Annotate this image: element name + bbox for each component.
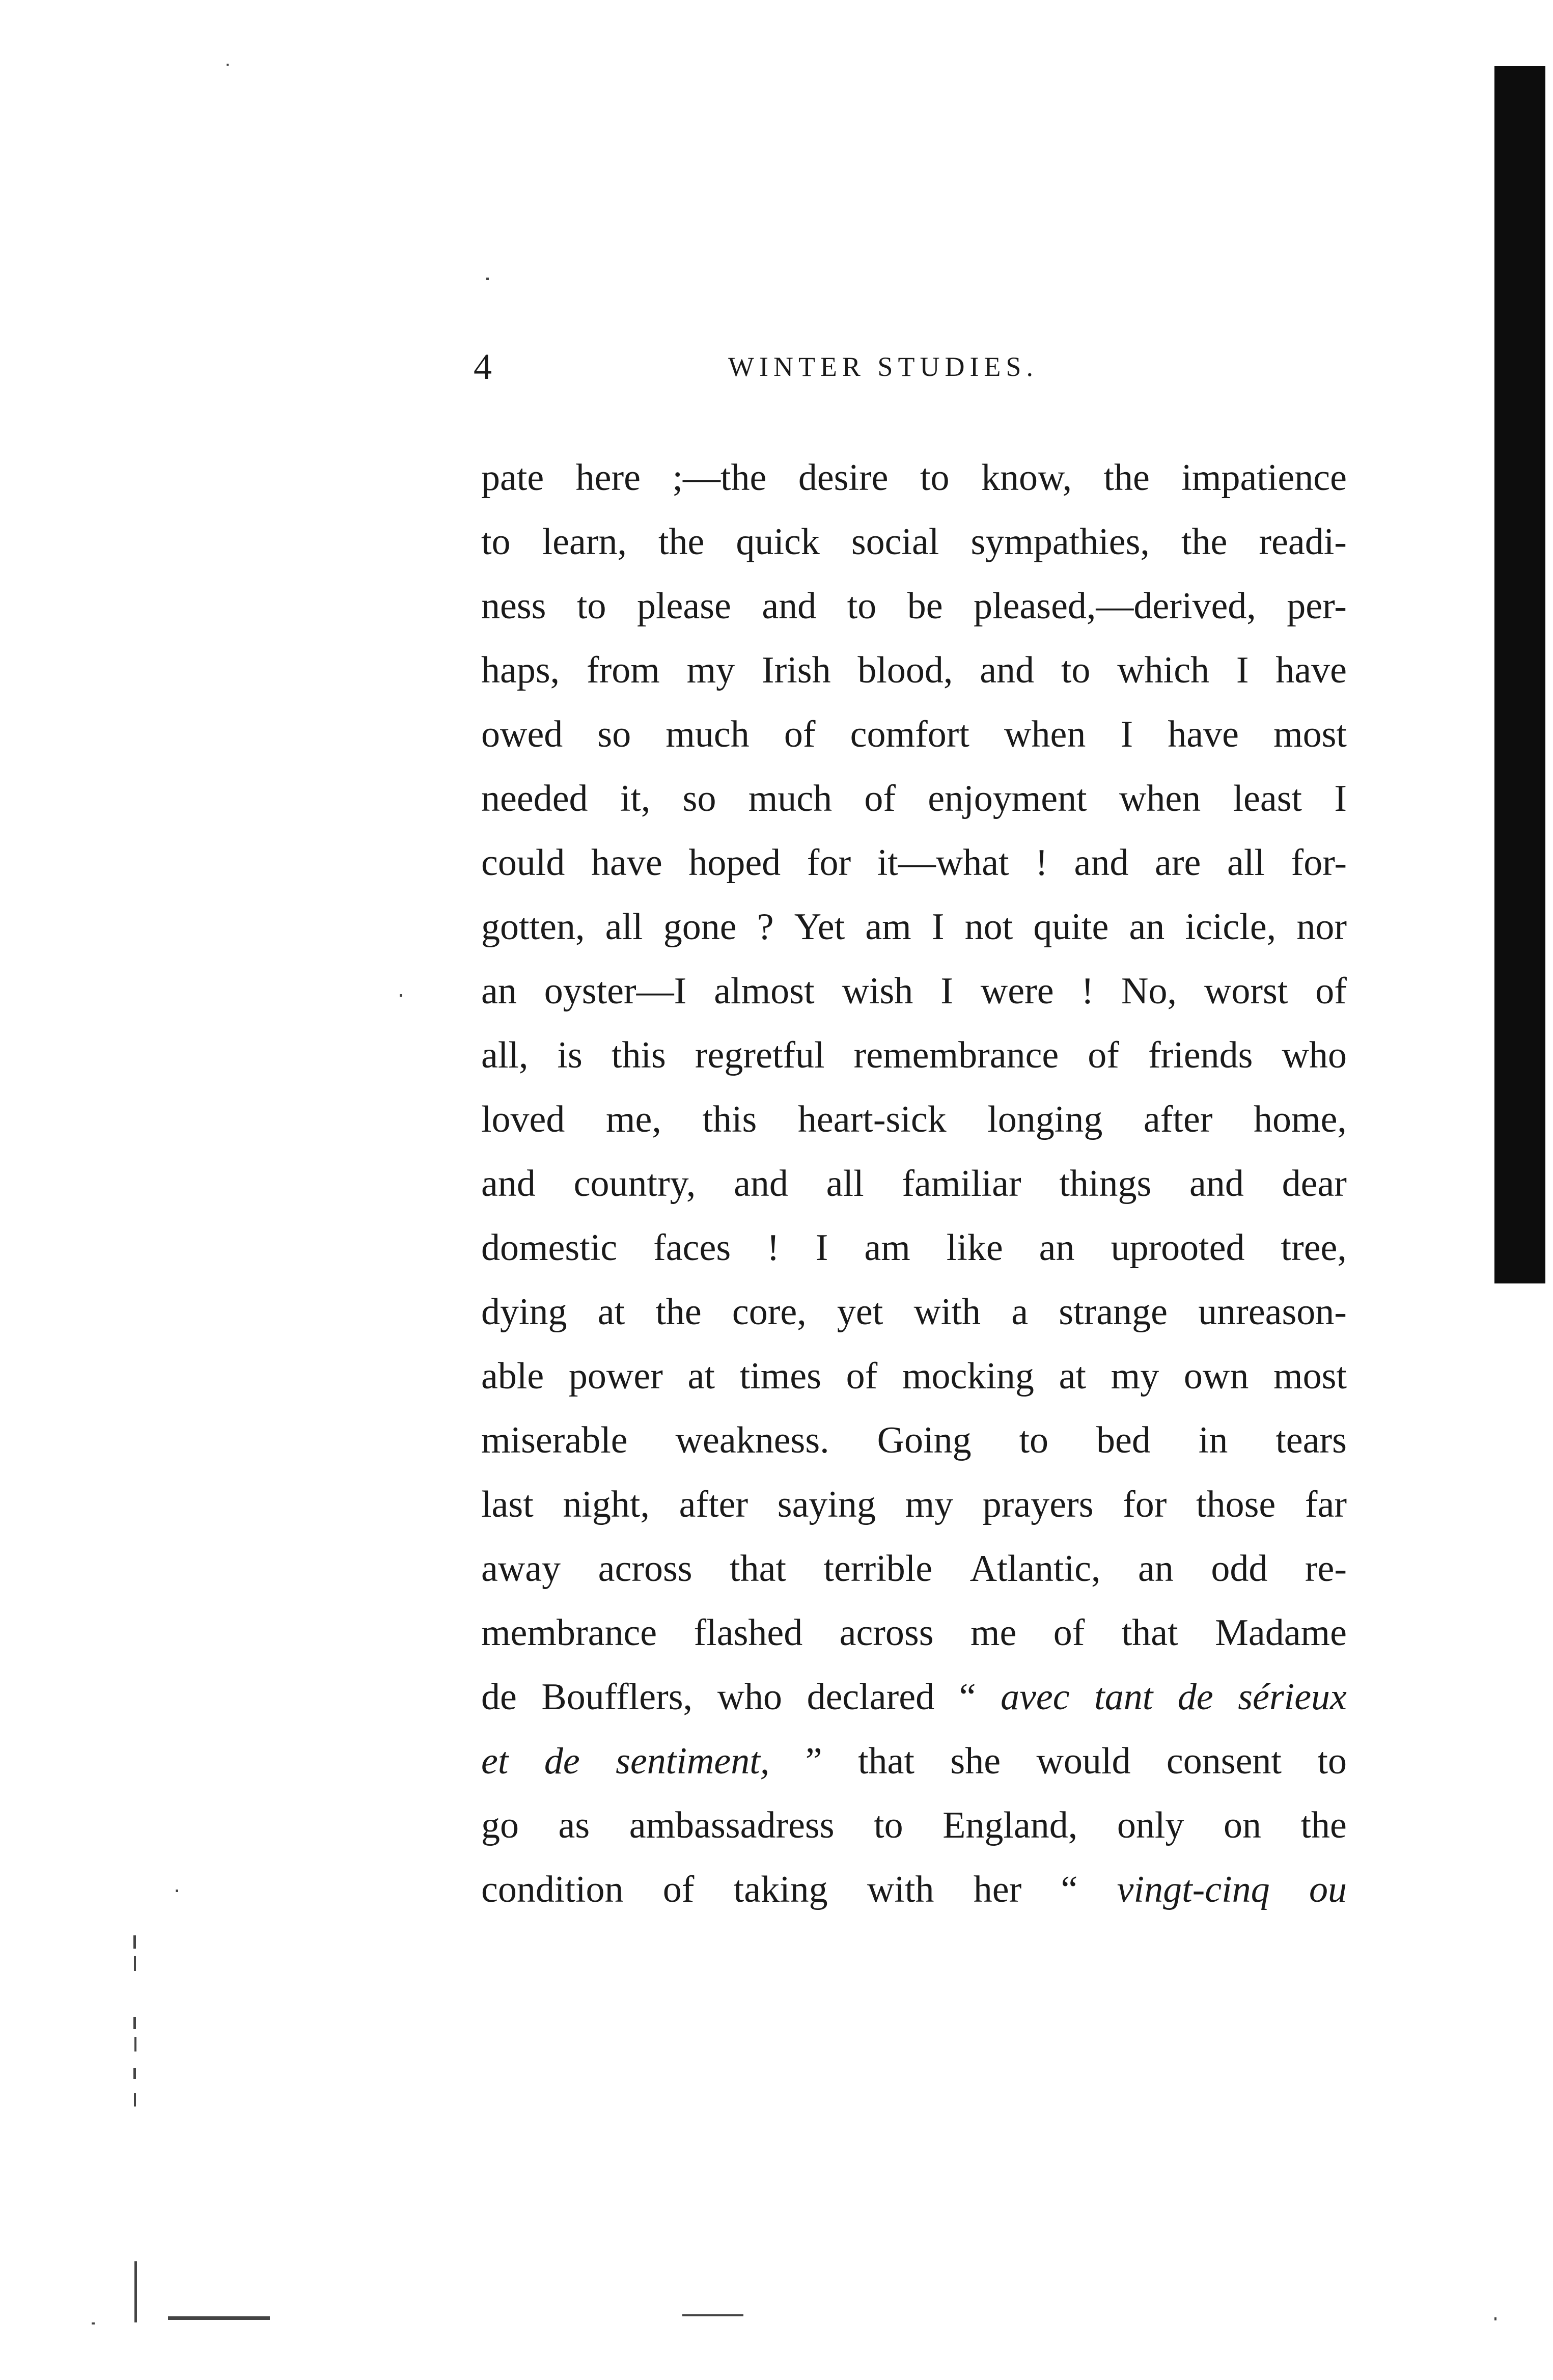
text-line (481, 702, 1347, 767)
text-line (481, 1537, 1347, 1601)
word: to (481, 521, 511, 563)
word: Going (877, 1419, 972, 1461)
word: me, (605, 1099, 661, 1140)
text-line (481, 1601, 1347, 1665)
word: least (1233, 778, 1302, 819)
word: my (686, 649, 735, 691)
word: dying (481, 1291, 567, 1333)
word: when (1119, 778, 1201, 819)
word: country, (573, 1163, 696, 1205)
word: ! (767, 1227, 780, 1269)
word: of (1315, 970, 1347, 1012)
word: flashed (694, 1612, 803, 1654)
word: icicle, (1185, 906, 1277, 948)
word: unreason- (1198, 1291, 1347, 1333)
word: and (481, 1163, 536, 1205)
word: like (946, 1227, 1003, 1269)
text-line (481, 895, 1347, 959)
text-line (481, 638, 1347, 702)
word: so (597, 714, 631, 755)
word: “ (959, 1676, 976, 1718)
word: would (1036, 1740, 1131, 1782)
speck (92, 2322, 95, 2324)
word: and (1074, 842, 1129, 884)
word: loved (481, 1099, 565, 1140)
word: times (739, 1355, 821, 1397)
word: condition (481, 1869, 624, 1910)
word: to (1317, 1740, 1347, 1782)
text-line (481, 1087, 1347, 1152)
word: re- (1305, 1548, 1347, 1590)
word: the (658, 521, 705, 563)
word: the (1181, 521, 1228, 563)
word: “ (1061, 1869, 1078, 1910)
text-line (481, 1665, 1347, 1729)
speck (134, 2093, 136, 2107)
word: only (1117, 1804, 1184, 1846)
word: familiar (902, 1163, 1021, 1205)
word: sentiment, (616, 1740, 770, 1782)
word: I (1236, 649, 1249, 691)
word: per- (1287, 585, 1347, 627)
word: power (568, 1355, 663, 1397)
word: de (481, 1676, 517, 1718)
word: impatience (1181, 457, 1347, 499)
word: bed (1096, 1419, 1151, 1461)
word: sympathies, (970, 521, 1150, 563)
word: dear (1282, 1163, 1347, 1205)
word: an (1138, 1548, 1174, 1590)
word: most (1273, 1355, 1347, 1397)
text-line (481, 1216, 1347, 1280)
word: all (1227, 842, 1265, 884)
word: weakness. (675, 1419, 829, 1461)
text-line (481, 767, 1347, 831)
word: taking (733, 1869, 828, 1910)
word: when (1004, 714, 1086, 755)
speck (133, 1935, 136, 1949)
word: who (717, 1676, 783, 1718)
text-line (481, 574, 1347, 638)
text-line (481, 446, 1347, 510)
word: to (1061, 649, 1091, 691)
word: have (591, 842, 662, 884)
word: my (905, 1484, 954, 1525)
word: I (1120, 714, 1133, 755)
speck (227, 64, 229, 66)
word: to (847, 585, 877, 627)
word: tree, (1281, 1227, 1347, 1269)
speck (133, 2017, 136, 2029)
word: and (762, 585, 817, 627)
word: regretful (695, 1034, 825, 1076)
page-header (474, 341, 1349, 392)
word: needed (481, 778, 588, 819)
word: know, (981, 457, 1072, 499)
word: an (481, 970, 517, 1012)
word: the (1300, 1804, 1347, 1846)
word: of (864, 778, 896, 819)
word: Yet (794, 906, 845, 948)
speck (400, 994, 402, 997)
word: at (1059, 1355, 1086, 1397)
word: this (611, 1034, 666, 1076)
word: core, (732, 1291, 807, 1333)
word: please (636, 585, 731, 627)
word: for- (1291, 842, 1347, 884)
word: odd (1211, 1548, 1268, 1590)
word: go (481, 1804, 519, 1846)
word: tant (1094, 1676, 1153, 1718)
word: at (597, 1291, 625, 1333)
word: could (481, 842, 565, 884)
word: I (1334, 778, 1347, 819)
speck (133, 2068, 136, 2079)
word: longing (987, 1099, 1103, 1140)
word: with (913, 1291, 981, 1333)
word: saying (777, 1484, 876, 1525)
text-line (481, 959, 1347, 1023)
word: of (662, 1869, 695, 1910)
word: with (867, 1869, 934, 1910)
word: home, (1254, 1099, 1347, 1140)
word: hoped (688, 842, 781, 884)
word: de (544, 1740, 580, 1782)
word: who (1282, 1034, 1347, 1076)
word: vingt-cinq (1117, 1869, 1270, 1910)
word: terrible (823, 1548, 933, 1590)
text-line (481, 1472, 1347, 1537)
word: membrance (481, 1612, 657, 1654)
speck (134, 1956, 136, 1971)
word: tears (1275, 1419, 1347, 1461)
running-head: WINTER STUDIES. (728, 351, 1038, 382)
word: me (970, 1612, 1017, 1654)
word: haps, (481, 649, 560, 691)
word: an (1129, 906, 1165, 948)
word: her (973, 1869, 1022, 1910)
word: Boufflers, (541, 1676, 693, 1718)
word: prayers (982, 1484, 1094, 1525)
word: the (655, 1291, 702, 1333)
text-line (481, 1857, 1347, 1922)
word: and (734, 1163, 788, 1205)
word: de (1177, 1676, 1213, 1718)
word: and (980, 649, 1035, 691)
word: friends (1148, 1034, 1253, 1076)
word: owed (481, 714, 563, 755)
word: blood, (857, 649, 953, 691)
page-number: 4 (474, 346, 492, 387)
word: social (851, 521, 939, 563)
word: of (846, 1355, 878, 1397)
word: Atlantic, (969, 1548, 1101, 1590)
word: not (964, 906, 1013, 948)
word: yet (837, 1291, 883, 1333)
word: night, (563, 1484, 650, 1525)
word: Irish (761, 649, 831, 691)
word: across (839, 1612, 934, 1654)
word: et (481, 1740, 509, 1782)
word: a (1011, 1291, 1029, 1333)
word: to (576, 585, 606, 627)
word: all (826, 1163, 864, 1205)
word: on (1223, 1804, 1261, 1846)
word: to (874, 1804, 903, 1846)
text-line (481, 1344, 1347, 1408)
word: and (1189, 1163, 1244, 1205)
word: No, (1121, 970, 1177, 1012)
word: mocking (902, 1355, 1034, 1397)
word: faces (653, 1227, 731, 1269)
speck (168, 2316, 270, 2320)
word: pate (481, 457, 544, 499)
word: that (730, 1548, 787, 1590)
word: she (950, 1740, 1001, 1782)
word: away (481, 1548, 561, 1590)
word: of (1088, 1034, 1119, 1076)
word: gotten, (481, 906, 585, 948)
word: all, (481, 1034, 529, 1076)
word: for (807, 842, 851, 884)
text-line (481, 831, 1347, 895)
word: am (864, 1227, 910, 1269)
word: be (907, 585, 943, 627)
word: it, (620, 778, 651, 819)
word: at (687, 1355, 715, 1397)
word: uprooted (1111, 1227, 1245, 1269)
text-line (481, 1152, 1347, 1216)
word: here (575, 457, 641, 499)
speck (486, 278, 489, 280)
word: those (1196, 1484, 1276, 1525)
word: all (605, 906, 643, 948)
word: I (940, 970, 953, 1012)
word: domestic (481, 1227, 618, 1269)
word: readi- (1259, 521, 1347, 563)
word: am (865, 906, 911, 948)
word: ness (481, 585, 546, 627)
word: it—what (877, 842, 1009, 884)
word: ! (1035, 842, 1048, 884)
text-line (481, 510, 1347, 574)
word: of (1053, 1612, 1085, 1654)
word: remembrance (853, 1034, 1059, 1076)
text-line (481, 1023, 1347, 1087)
word: much (665, 714, 750, 755)
word: gone (663, 906, 737, 948)
word: things (1059, 1163, 1152, 1205)
word: much (748, 778, 833, 819)
word: ou (1309, 1869, 1347, 1910)
word: ! (1081, 970, 1094, 1012)
word: from (586, 649, 660, 691)
text-line (481, 1729, 1347, 1793)
word: an (1039, 1227, 1075, 1269)
word: after (1143, 1099, 1213, 1140)
word: avec (1001, 1676, 1070, 1718)
text-line (481, 1793, 1347, 1857)
word: of (784, 714, 816, 755)
word: miserable (481, 1419, 628, 1461)
body-text (481, 446, 1347, 1922)
word: this (702, 1099, 757, 1140)
word: ? (757, 906, 774, 948)
word: quick (736, 521, 820, 563)
word: desire (798, 457, 889, 499)
speck (176, 1890, 178, 1892)
word: heart-sick (797, 1099, 947, 1140)
word: that (857, 1740, 914, 1782)
word: consent (1166, 1740, 1282, 1782)
word: I (931, 906, 945, 948)
word: I (815, 1227, 828, 1269)
speck (134, 2261, 137, 2322)
text-line (481, 1280, 1347, 1344)
word: were (980, 970, 1054, 1012)
word: worst (1204, 970, 1288, 1012)
word: so (682, 778, 716, 819)
word: last (481, 1484, 534, 1525)
word: oyster—I (544, 970, 687, 1012)
word: are (1155, 842, 1201, 884)
text-line (481, 1408, 1347, 1472)
word: to (920, 457, 950, 499)
word: across (598, 1548, 692, 1590)
word: have (1168, 714, 1239, 755)
word: that (1121, 1612, 1178, 1654)
word: quite (1033, 906, 1109, 948)
word: in (1198, 1419, 1228, 1461)
word: England, (942, 1804, 1078, 1846)
speck (682, 2314, 743, 2316)
word: comfort (850, 714, 969, 755)
word: far (1305, 1484, 1347, 1525)
word: declared (807, 1676, 935, 1718)
word: Madame (1215, 1612, 1347, 1654)
word: ” (805, 1740, 822, 1782)
word: own (1183, 1355, 1249, 1397)
word: wish (842, 970, 913, 1012)
word: which (1117, 649, 1210, 691)
word: as (558, 1804, 590, 1846)
word: ;—the (672, 457, 767, 499)
word: sérieux (1238, 1676, 1347, 1718)
word: my (1111, 1355, 1159, 1397)
word: the (1103, 457, 1150, 499)
speck (134, 2037, 136, 2051)
word: after (679, 1484, 748, 1525)
speck (1494, 2317, 1496, 2320)
word: for (1123, 1484, 1167, 1525)
word: able (481, 1355, 544, 1397)
word: nor (1296, 906, 1347, 948)
word: enjoyment (928, 778, 1087, 819)
word: almost (714, 970, 815, 1012)
word: to (1019, 1419, 1049, 1461)
word: pleased,—derived, (974, 585, 1256, 627)
word: most (1273, 714, 1347, 755)
word: strange (1059, 1291, 1168, 1333)
word: learn, (542, 521, 627, 563)
word: have (1275, 649, 1347, 691)
word: ambassadress (629, 1804, 835, 1846)
word: is (557, 1034, 583, 1076)
